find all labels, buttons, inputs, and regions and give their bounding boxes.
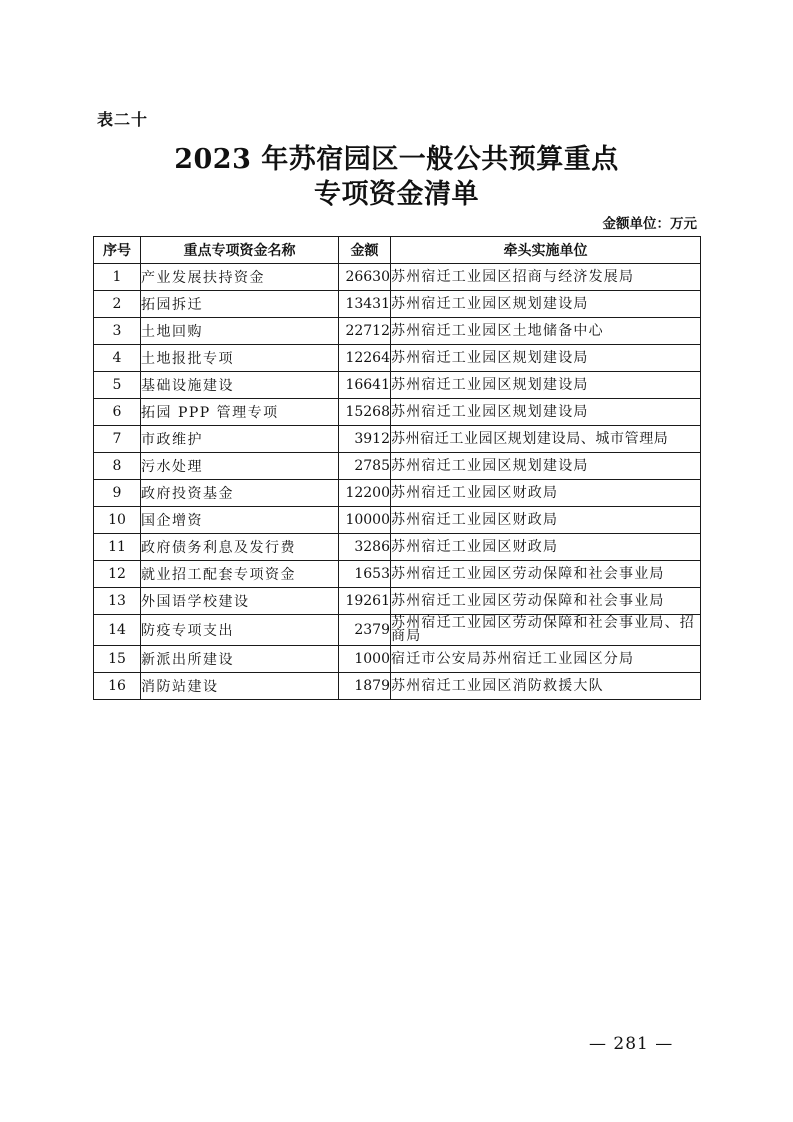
- row-unit: 苏州宿迁工业园区规划建设局: [391, 399, 701, 426]
- table-row: [94, 345, 701, 372]
- row-name: 拓园 PPP 管理专项: [141, 399, 339, 426]
- row-amount: 12264: [339, 345, 391, 372]
- row-no: 14: [94, 615, 141, 646]
- table-row: [94, 318, 701, 345]
- table-row: [94, 673, 701, 700]
- row-amount: 16641: [339, 372, 391, 399]
- row-no: 1: [94, 264, 141, 291]
- row-unit: 苏州宿迁工业园区财政局: [391, 534, 701, 561]
- row-name: 土地回购: [141, 318, 339, 345]
- table-row: [94, 534, 701, 561]
- row-amount: 3286: [339, 534, 391, 561]
- row-no: 10: [94, 507, 141, 534]
- header-no: 序号: [94, 237, 141, 264]
- row-unit: 苏州宿迁工业园区招商与经济发展局: [391, 264, 701, 291]
- row-name: 基础设施建设: [141, 372, 339, 399]
- row-unit: 苏州宿迁工业园区消防救援大队: [391, 673, 701, 700]
- row-unit: 苏州宿迁工业园区规划建设局: [391, 372, 701, 399]
- row-name: 消防站建设: [141, 673, 339, 700]
- row-amount: 19261: [339, 588, 391, 615]
- row-unit: 苏州宿迁工业园区财政局: [391, 480, 701, 507]
- row-unit: 苏州宿迁工业园区财政局: [391, 507, 701, 534]
- row-name: 新派出所建设: [141, 646, 339, 673]
- page-title-line-1: 2023 年苏宿园区一般公共预算重点: [174, 144, 619, 175]
- row-amount: 1000: [339, 646, 391, 673]
- table-row: [94, 264, 701, 291]
- row-unit: 苏州宿迁工业园区土地储备中心: [391, 318, 701, 345]
- row-amount: 26630: [339, 264, 391, 291]
- table-row: [94, 453, 701, 480]
- row-unit: 苏州宿迁工业园区劳动保障和社会事业局: [391, 561, 701, 588]
- row-name: 政府债务利息及发行费: [141, 534, 339, 561]
- amount-unit-note: 金额单位：万元: [602, 216, 697, 232]
- table-row: [94, 426, 701, 453]
- row-no: 16: [94, 673, 141, 700]
- row-amount: 10000: [339, 507, 391, 534]
- row-unit: 苏州宿迁工业园区劳动保障和社会事业局: [391, 588, 701, 615]
- row-amount: 13431: [339, 291, 391, 318]
- header-unit: 牵头实施单位: [391, 237, 701, 264]
- row-no: 9: [94, 480, 141, 507]
- row-name: 防疫专项支出: [141, 615, 339, 646]
- row-amount: 2785: [339, 453, 391, 480]
- row-no: 8: [94, 453, 141, 480]
- table-row: [94, 588, 701, 615]
- table-row: [94, 372, 701, 399]
- header-amount: 金额: [339, 237, 391, 264]
- row-unit: 苏州宿迁工业园区规划建设局: [391, 453, 701, 480]
- table-row: [94, 480, 701, 507]
- row-name: 污水处理: [141, 453, 339, 480]
- row-name: 拓园拆迁: [141, 291, 339, 318]
- row-no: 2: [94, 291, 141, 318]
- row-no: 15: [94, 646, 141, 673]
- row-unit: 苏州宿迁工业园区规划建设局: [391, 345, 701, 372]
- row-unit: 苏州宿迁工业园区劳动保障和社会事业局、招商局: [391, 615, 701, 646]
- row-no: 4: [94, 345, 141, 372]
- row-no: 7: [94, 426, 141, 453]
- table-row: [94, 291, 701, 318]
- row-unit: 苏州宿迁工业园区规划建设局、城市管理局: [391, 426, 701, 453]
- row-name: 政府投资基金: [141, 480, 339, 507]
- row-no: 3: [94, 318, 141, 345]
- row-name: 土地报批专项: [141, 345, 339, 372]
- row-name: 产业发展扶持资金: [141, 264, 339, 291]
- header-name: 重点专项资金名称: [141, 237, 339, 264]
- row-no: 6: [94, 399, 141, 426]
- table-label: 表二十: [97, 110, 149, 129]
- budget-table: [93, 236, 701, 700]
- row-name: 就业招工配套专项资金: [141, 561, 339, 588]
- row-amount: 3912: [339, 426, 391, 453]
- row-no: 13: [94, 588, 141, 615]
- row-no: 11: [94, 534, 141, 561]
- page-title-line-2: 专项资金清单: [314, 179, 479, 210]
- table-header-row: [94, 237, 701, 264]
- row-no: 5: [94, 372, 141, 399]
- table-row: [94, 615, 701, 646]
- row-unit: 苏州宿迁工业园区规划建设局: [391, 291, 701, 318]
- table-row: [94, 507, 701, 534]
- page-number: — 281 —: [589, 1034, 674, 1054]
- row-amount: 1653: [339, 561, 391, 588]
- row-no: 12: [94, 561, 141, 588]
- row-name: 市政维护: [141, 426, 339, 453]
- row-amount: 22712: [339, 318, 391, 345]
- row-name: 外国语学校建设: [141, 588, 339, 615]
- row-amount: 12200: [339, 480, 391, 507]
- row-amount: 1879: [339, 673, 391, 700]
- row-unit: 宿迁市公安局苏州宿迁工业园区分局: [391, 646, 701, 673]
- table-row: [94, 646, 701, 673]
- table-row: [94, 399, 701, 426]
- row-name: 国企增资: [141, 507, 339, 534]
- row-amount: 15268: [339, 399, 391, 426]
- row-amount: 2379: [339, 615, 391, 646]
- table-row: [94, 561, 701, 588]
